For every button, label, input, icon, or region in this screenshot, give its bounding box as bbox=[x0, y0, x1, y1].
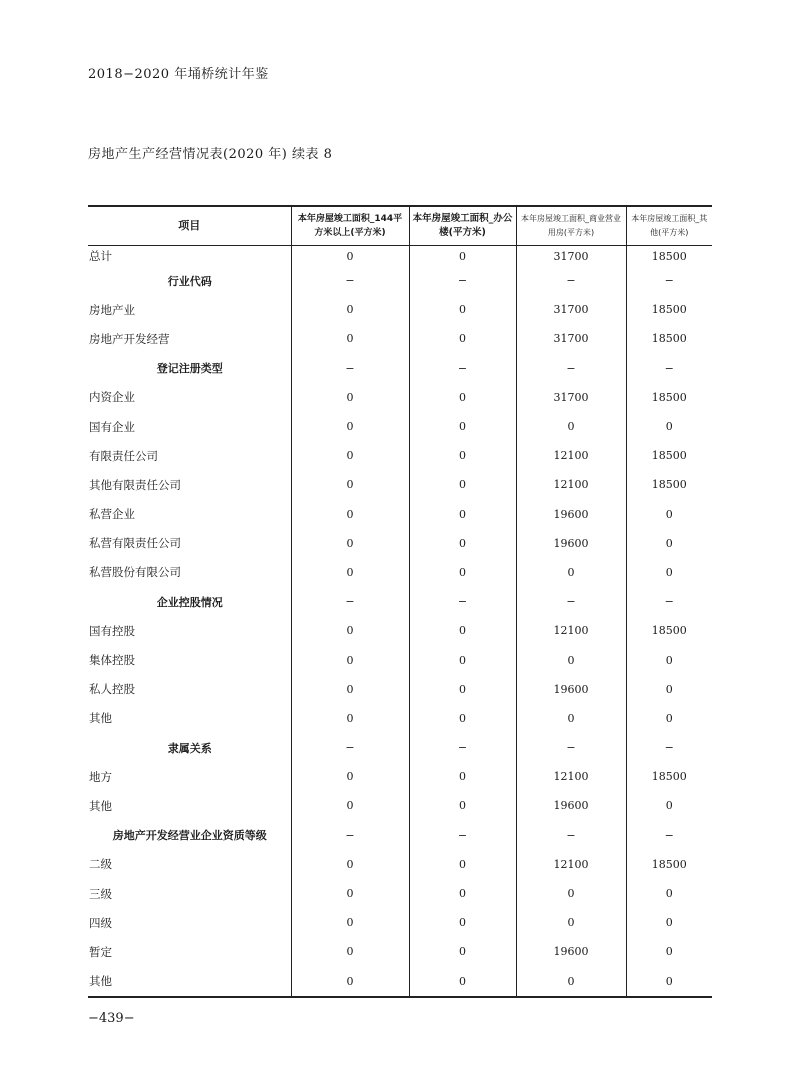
row-label: 暂定 bbox=[89, 944, 112, 959]
row-value: 0 bbox=[626, 558, 712, 587]
table-row bbox=[88, 412, 712, 441]
row-value: 0 bbox=[516, 704, 626, 733]
row-value: 0 bbox=[291, 441, 409, 470]
row-value: 18500 bbox=[626, 762, 712, 791]
row-label: 行业代码 bbox=[167, 274, 212, 288]
row-value: 0 bbox=[626, 529, 712, 558]
row-value: 0 bbox=[409, 645, 516, 674]
row-value: 0 bbox=[626, 791, 712, 820]
row-value: 0 bbox=[291, 908, 409, 937]
row-value: − bbox=[626, 733, 712, 762]
row-label: 隶属关系 bbox=[167, 741, 212, 755]
row-value: 0 bbox=[409, 324, 516, 353]
row-label: 其他 bbox=[89, 974, 112, 989]
row-value: 0 bbox=[291, 850, 409, 879]
row-label: 其他 bbox=[89, 798, 112, 813]
row-value: 31700 bbox=[516, 383, 626, 412]
running-header: 2018−2020 年埇桥统计年鉴 bbox=[88, 67, 269, 82]
row-value: 12100 bbox=[516, 441, 626, 470]
row-value: 0 bbox=[409, 879, 516, 908]
row-value: 19600 bbox=[516, 675, 626, 704]
table-row bbox=[88, 879, 712, 908]
row-value: − bbox=[409, 354, 516, 383]
row-value: 0 bbox=[626, 675, 712, 704]
row-label: 私营股份有限公司 bbox=[89, 565, 181, 580]
row-value: 31700 bbox=[516, 295, 626, 324]
row-value: 0 bbox=[409, 441, 516, 470]
row-value: 0 bbox=[291, 937, 409, 966]
row-value: 0 bbox=[291, 412, 409, 441]
row-value: 0 bbox=[291, 383, 409, 412]
row-value: 0 bbox=[409, 937, 516, 966]
row-value: 0 bbox=[409, 529, 516, 558]
row-value: 0 bbox=[409, 295, 516, 324]
table-section-row bbox=[88, 354, 712, 383]
row-value: − bbox=[291, 587, 409, 616]
column-header-area-over-144: 本年房屋竣工面积_144平方米以上(平方米) bbox=[291, 206, 409, 246]
row-label: 房地产开发经营 bbox=[89, 331, 170, 346]
row-value: 0 bbox=[409, 470, 516, 499]
row-value: − bbox=[291, 821, 409, 850]
row-value: − bbox=[516, 733, 626, 762]
table-row bbox=[88, 295, 712, 324]
row-value: 0 bbox=[409, 967, 516, 997]
row-label: 私营有限责任公司 bbox=[89, 536, 181, 551]
row-value: − bbox=[291, 733, 409, 762]
row-label: 房地产开发经营业企业资质等级 bbox=[112, 829, 267, 843]
table-row bbox=[88, 704, 712, 733]
row-value: 0 bbox=[291, 704, 409, 733]
row-label: 集体控股 bbox=[89, 653, 135, 668]
row-value: 12100 bbox=[516, 470, 626, 499]
row-label: 国有企业 bbox=[89, 419, 135, 434]
row-value: 18500 bbox=[626, 441, 712, 470]
table-row bbox=[88, 324, 712, 353]
table-row bbox=[88, 967, 712, 997]
row-value: − bbox=[626, 266, 712, 295]
column-header-other: 本年房屋竣工面积_其他(平方米) bbox=[626, 206, 712, 246]
row-label: 有限责任公司 bbox=[89, 448, 158, 463]
row-label: 其他 bbox=[89, 711, 112, 726]
row-value: 18500 bbox=[626, 850, 712, 879]
table-row bbox=[88, 675, 712, 704]
row-value: 0 bbox=[291, 645, 409, 674]
row-label: 其他有限责任公司 bbox=[89, 477, 181, 492]
row-value: 31700 bbox=[516, 324, 626, 353]
row-value: 0 bbox=[291, 246, 409, 267]
row-value: − bbox=[516, 266, 626, 295]
row-label: 房地产业 bbox=[89, 302, 135, 317]
table-section-row bbox=[88, 587, 712, 616]
row-value: 0 bbox=[291, 558, 409, 587]
row-value: 19600 bbox=[516, 791, 626, 820]
row-label: 三级 bbox=[89, 886, 112, 901]
row-label: 四级 bbox=[89, 915, 112, 930]
table-row bbox=[88, 500, 712, 529]
row-value: 0 bbox=[291, 500, 409, 529]
column-header-item: 项目 bbox=[88, 206, 291, 246]
column-header-commercial: 本年房屋竣工面积_商业营业用房(平方米) bbox=[516, 206, 626, 246]
table-row bbox=[88, 791, 712, 820]
row-value: 0 bbox=[516, 558, 626, 587]
row-value: 0 bbox=[409, 616, 516, 645]
row-value: − bbox=[291, 354, 409, 383]
row-value: 18500 bbox=[626, 616, 712, 645]
row-value: − bbox=[516, 587, 626, 616]
row-value: 0 bbox=[626, 704, 712, 733]
row-value: − bbox=[409, 821, 516, 850]
row-value: 0 bbox=[409, 558, 516, 587]
table-section-row bbox=[88, 733, 712, 762]
row-value: 12100 bbox=[516, 850, 626, 879]
row-value: 19600 bbox=[516, 529, 626, 558]
row-value: − bbox=[409, 266, 516, 295]
row-label: 登记注册类型 bbox=[156, 362, 223, 376]
row-label: 企业控股情况 bbox=[156, 595, 223, 609]
row-value: 18500 bbox=[626, 246, 712, 267]
row-value: − bbox=[626, 354, 712, 383]
row-label: 二级 bbox=[89, 857, 112, 872]
table-row bbox=[88, 529, 712, 558]
row-value: 0 bbox=[516, 967, 626, 997]
row-value: 0 bbox=[516, 879, 626, 908]
row-value: 0 bbox=[409, 908, 516, 937]
table-row bbox=[88, 762, 712, 791]
row-value: 0 bbox=[291, 791, 409, 820]
table-header-row bbox=[88, 206, 712, 246]
row-value: 0 bbox=[291, 967, 409, 997]
row-value: 0 bbox=[409, 412, 516, 441]
table-row bbox=[88, 470, 712, 499]
row-value: 0 bbox=[409, 246, 516, 267]
row-value: 0 bbox=[291, 675, 409, 704]
row-value: 0 bbox=[626, 908, 712, 937]
table-row bbox=[88, 850, 712, 879]
row-value: − bbox=[626, 821, 712, 850]
row-value: 19600 bbox=[516, 937, 626, 966]
page-number: −439− bbox=[88, 1011, 135, 1026]
row-value: 12100 bbox=[516, 762, 626, 791]
column-header-office: 本年房屋竣工面积_办公楼(平方米) bbox=[409, 206, 516, 246]
table-row bbox=[88, 441, 712, 470]
row-value: 0 bbox=[291, 324, 409, 353]
row-value: 0 bbox=[409, 704, 516, 733]
row-value: 0 bbox=[409, 850, 516, 879]
row-label: 国有控股 bbox=[89, 623, 135, 638]
row-value: 0 bbox=[291, 616, 409, 645]
statistics-table bbox=[88, 205, 712, 998]
table-row bbox=[88, 645, 712, 674]
row-value: 18500 bbox=[626, 324, 712, 353]
row-label: 地方 bbox=[89, 769, 112, 784]
row-value: 0 bbox=[409, 762, 516, 791]
table-title: 房地产生产经营情况表(2020 年) 续表 8 bbox=[88, 147, 333, 162]
table-row bbox=[88, 558, 712, 587]
row-label: 内资企业 bbox=[89, 390, 135, 405]
row-value: 18500 bbox=[626, 470, 712, 499]
row-value: 0 bbox=[409, 383, 516, 412]
row-value: − bbox=[291, 266, 409, 295]
row-value: 0 bbox=[626, 500, 712, 529]
row-value: 0 bbox=[291, 529, 409, 558]
table-row bbox=[88, 383, 712, 412]
row-value: − bbox=[516, 821, 626, 850]
row-value: 0 bbox=[626, 879, 712, 908]
row-value: 0 bbox=[626, 967, 712, 997]
row-label: 私人控股 bbox=[89, 682, 135, 697]
row-value: 0 bbox=[291, 295, 409, 324]
table-row bbox=[88, 616, 712, 645]
row-value: 0 bbox=[409, 791, 516, 820]
row-label: 私营企业 bbox=[89, 507, 135, 522]
row-value: 18500 bbox=[626, 295, 712, 324]
row-value: 0 bbox=[409, 675, 516, 704]
table-row bbox=[88, 908, 712, 937]
table-section-row bbox=[88, 266, 712, 295]
row-value: 0 bbox=[409, 500, 516, 529]
row-value: 0 bbox=[516, 412, 626, 441]
row-value: 12100 bbox=[516, 616, 626, 645]
row-value: 0 bbox=[516, 645, 626, 674]
row-label: 总计 bbox=[89, 249, 112, 263]
row-value: − bbox=[409, 733, 516, 762]
row-value: − bbox=[626, 587, 712, 616]
row-value: − bbox=[516, 354, 626, 383]
row-value: 19600 bbox=[516, 500, 626, 529]
table-body bbox=[88, 246, 712, 997]
row-value: 0 bbox=[291, 762, 409, 791]
row-value: 31700 bbox=[516, 246, 626, 267]
row-value: − bbox=[409, 587, 516, 616]
row-value: 0 bbox=[626, 937, 712, 966]
row-value: 0 bbox=[516, 908, 626, 937]
row-value: 0 bbox=[626, 645, 712, 674]
row-value: 0 bbox=[291, 879, 409, 908]
table-section-row bbox=[88, 821, 712, 850]
row-value: 18500 bbox=[626, 383, 712, 412]
table-row bbox=[88, 246, 712, 267]
row-value: 0 bbox=[626, 412, 712, 441]
row-value: 0 bbox=[291, 470, 409, 499]
table-row bbox=[88, 937, 712, 966]
